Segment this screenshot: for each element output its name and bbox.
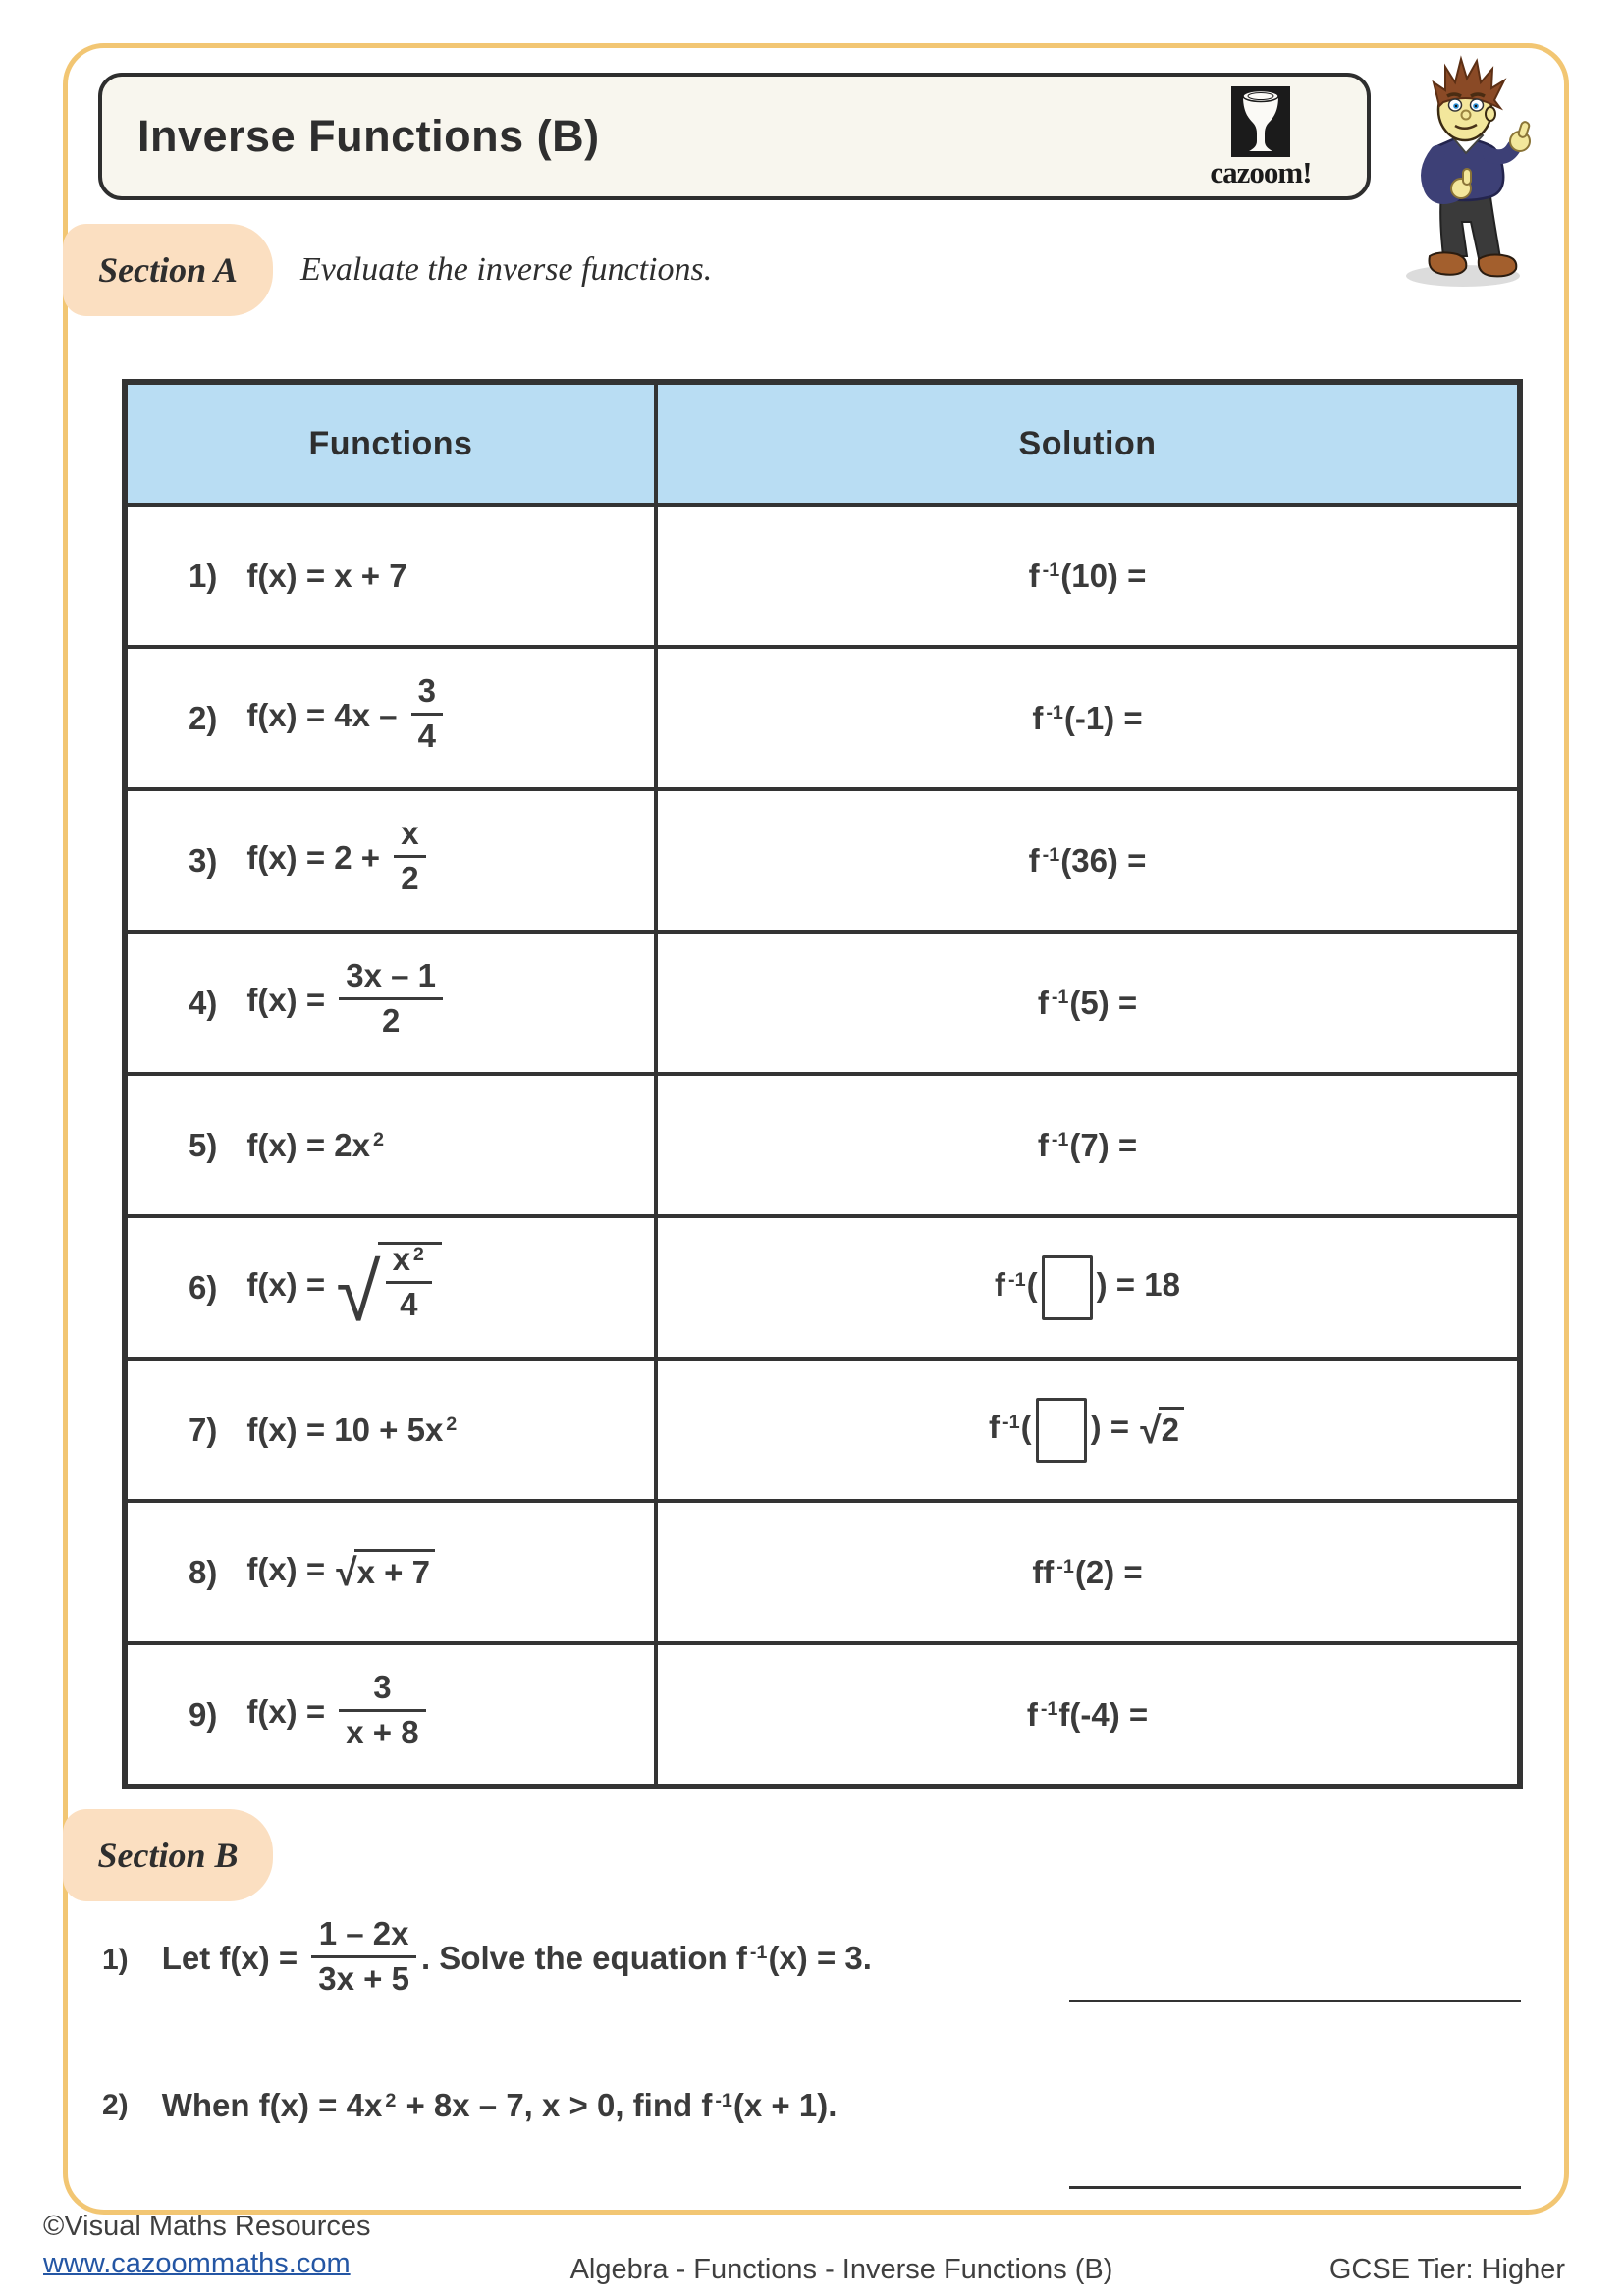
function-expression: f(x) = 2 + $\frac{x}{2}$ [246,839,430,876]
answer-line-1[interactable] [1069,2000,1521,2002]
section-b-question-2 [102,2071,837,2140]
function-expression: f(x) = $\frac{3x - 1}{2}$ [246,982,448,1018]
solution-cell [656,789,1520,932]
question-number: 9) [189,1695,218,1733]
section-b-label [63,1809,273,1901]
fraction-numerator: 3x – 1 [346,957,437,994]
superscript: -1 [1051,987,1069,1009]
question-number: 1) [189,557,218,594]
answer-box[interactable] [1036,1398,1087,1463]
solution-cell [656,647,1520,789]
function-cell [125,789,656,932]
solution-cell [656,1216,1520,1359]
fraction-denominator: 4 [411,713,443,754]
function-expression: f(x) = 2x $^2$ [246,1126,384,1163]
solution-expression: f $^{-1}$(36) = [1028,841,1147,879]
square-root [1140,1407,1184,1453]
section-a-instruction: Evaluate the inverse functions. [300,251,713,288]
radical-sign: √ [336,1552,357,1595]
fraction-numerator: 1 – 2x [318,1914,409,1951]
fraction-numerator: 3 [373,1669,392,1706]
superscript: -1 [1008,1268,1026,1291]
radical-sign: √ [336,1248,381,1339]
table-row [125,1643,1520,1787]
solution-cell [656,1074,1520,1216]
cazoom-logo [1182,86,1339,190]
function-expression: f(x) = √ $\frac{x ^2}{4}$ [246,1266,444,1303]
table-row [125,1216,1520,1359]
fraction-denominator: 2 [339,997,443,1039]
logo-wordmark: cazoom! [1210,155,1312,189]
question-number: 1) [102,1944,129,1976]
fraction-numerator: 3 [417,672,437,710]
table-row [125,505,1520,647]
superscript: -1 [1040,1698,1058,1721]
superscript: -1 [749,1942,768,1964]
function-expression: f(x) = 10 + 5x $^2$ [246,1411,458,1448]
fraction-denominator: 3x + 5 [311,1955,416,1997]
fraction-denominator: 4 [386,1281,432,1322]
radical-sign: √ [1140,1410,1162,1453]
solution-expression: ff $^{-1}$(2) = [1032,1553,1143,1590]
fraction [339,959,443,1038]
function-cell [125,647,656,789]
footer-tier: GCSE Tier: Higher [1328,2254,1565,2285]
solution-expression: f $^{-1}$(-1) = [1032,699,1143,736]
table-header-row [125,382,1520,505]
function-cell [125,1643,656,1787]
fraction [339,1671,425,1749]
fraction-denominator: 2 [394,855,425,896]
fraction [311,1914,416,1997]
square-root [336,1240,442,1339]
superscript: -1 [1051,1129,1069,1151]
function-cell [125,1074,656,1216]
section-a-label [63,224,273,316]
superscript: 2 [372,1129,384,1151]
question-number: 8) [189,1553,218,1590]
function-expression: f(x) = x + 7 [246,557,407,594]
function-expression: f(x) = √ x + 7 [246,1551,437,1587]
question-number: 4) [189,984,218,1021]
question-expression: Let f(x) = $\frac{1 - 2x}{3x + 5}$ . Solve the equation f $^{-1}$(x) = 3. [161,1914,872,1997]
title-bar [98,73,1371,200]
section-b-label-text: Section B [97,1836,239,1875]
fraction-denominator: x + 8 [339,1709,425,1750]
superscript: 2 [412,1243,424,1265]
column-header-functions: Functions [125,382,656,505]
table-row [125,789,1520,932]
superscript: -1 [1046,702,1063,724]
solution-expression: f $^{-1}$( ) = 18 [995,1266,1180,1303]
function-expression: f(x) = $\frac{3}{x + 8}$ [246,1693,430,1730]
answer-line-2[interactable] [1069,2186,1521,2189]
section-b-question-1 [102,1898,872,2022]
question-number: 2) [189,699,218,736]
superscript: -1 [1056,1556,1074,1578]
function-cell [125,1501,656,1643]
table-row [125,1074,1520,1216]
table-row [125,1359,1520,1501]
fraction [411,674,443,753]
question-number: 5) [189,1126,218,1163]
fraction-numerator: x [401,815,419,852]
radicand: x + 7 [354,1549,435,1591]
function-cell [125,932,656,1074]
radicand [378,1242,442,1325]
superscript: 2 [385,2089,397,2111]
function-cell [125,1216,656,1359]
question-number: 3) [189,841,218,879]
solution-expression: f $^{-1}$( ) = √ 2 [989,1409,1186,1445]
solution-cell [656,1643,1520,1787]
footer-topic: Algebra - Functions - Inverse Functions (B) [569,2254,1113,2285]
solution-expression: f $^{-1}$(5) = [1037,984,1138,1021]
fraction-numerator: x $^2$ [392,1240,424,1277]
function-cell [125,505,656,647]
functions-table [122,379,1523,1789]
page-title: Inverse Functions (B) [137,111,600,161]
question-number: 6) [189,1268,218,1306]
superscript: -1 [715,2089,732,2111]
answer-box[interactable] [1042,1255,1093,1320]
superscript: -1 [1002,1411,1020,1433]
solution-expression: f $^{-1}$f(-4) = [1026,1695,1149,1733]
solution-expression: f $^{-1}$(7) = [1037,1126,1138,1163]
column-header-solution: Solution [656,382,1520,505]
function-cell [125,1359,656,1501]
footer-copyright: ©Visual Maths Resources [43,2211,371,2242]
fraction [394,817,425,895]
solution-expression: f $^{-1}$(10) = [1028,557,1147,594]
radicand: 2 [1159,1407,1184,1449]
mascot-character [1392,51,1542,293]
solution-cell [656,1501,1520,1643]
drum-icon [1231,86,1290,157]
table-row [125,1501,1520,1643]
solution-cell [656,932,1520,1074]
table-row [125,647,1520,789]
superscript: 2 [446,1414,458,1436]
table-row [125,932,1520,1074]
superscript: -1 [1042,560,1060,582]
question-number: 7) [189,1411,218,1448]
question-expression: When f(x) = 4x $^2$ + 8x – 7, x > 0, find f $^{-1}$(x + 1). [161,2087,838,2123]
function-expression: f(x) = 4x – $\frac{3}{4}$ [246,697,448,733]
fraction [386,1240,432,1322]
question-number: 2) [102,2089,129,2121]
solution-cell [656,1359,1520,1501]
superscript: -1 [1042,844,1060,867]
footer-website-link[interactable]: www.cazoommaths.com [43,2248,351,2279]
solution-cell [656,505,1520,647]
section-a-label-text: Section A [98,250,238,290]
